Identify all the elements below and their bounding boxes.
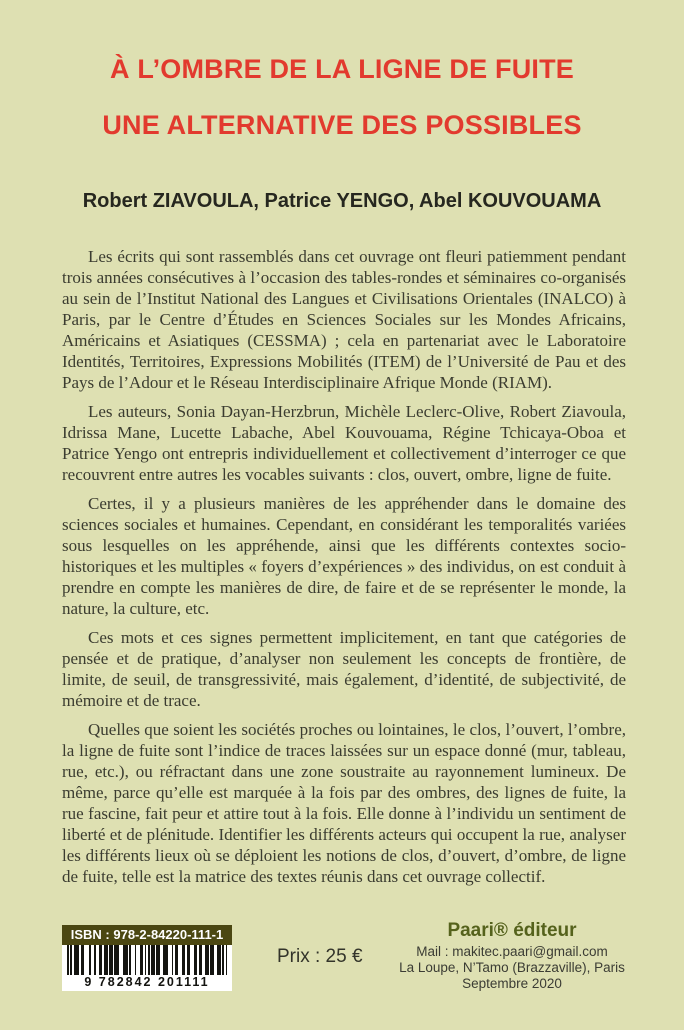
barcode-digits: 9 782842 201111 — [62, 975, 232, 991]
synopsis-paragraph: Certes, il y a plusieurs manières de les appréhender dans le domaine des sciences sociales et humaines. Cependant, en considérant les temporalités variées sous lesquelles on les appréhende, ainsi que les différents contextes socio-historiques et les multiples « foyers d’expériences » des individus, on est conduit à prendre en compte les manières de dire, de faire et de se représenter le monde, la nature, la culture, etc. — [62, 494, 626, 618]
price-label: Prix : 25 € — [277, 946, 363, 967]
publisher-address: La Loupe, N’Tamo (Brazzaville), Paris — [399, 960, 625, 975]
ean13-barcode — [62, 945, 232, 975]
book-authors: Robert ZIAVOULA, Patrice YENGO, Abel KOUVOUAMA — [82, 190, 602, 212]
synopsis-paragraph: Les écrits qui sont rassemblés dans cet ouvrage ont fleuri patiemment pendant trois années consécutives à l’occasion des tables-rondes et séminaires co-organisés au sein de l’Institut National des Langues et Civilisations Orientales (INALCO) à Paris, par le Centre d’Études en Sciences Sociales sur les Mondes Africains, Américains et Asiatiques (CESSMA) ; cela en partenariat avec le Laboratoire Identités, Territoires, Expressions Mobilités (ITEM) de l’Université de Pau et des Pays de l’Adour et le Réseau Interdisciplinaire Afrique Monde (RIAM). — [62, 247, 626, 392]
publisher-name: Paari® éditeur — [447, 920, 577, 941]
synopsis-paragraph: Les auteurs, Sonia Dayan-Herzbrun, Michèle Leclerc-Olive, Robert Ziavoula, Idrissa Mane, Lucette Labache, Abel Kouvouama, Régine Tchicaya-Oboa et Patrice Yengo ont entrepris individuellement et collectivement d’interroger ce que recouvrent entre autres les vocables suivants : clos, ouvert, ombre, ligne de fuite. — [62, 402, 626, 484]
publisher-block — [392, 920, 632, 992]
isbn-barcode-block — [62, 925, 232, 991]
book-title-line2: UNE ALTERNATIVE DES POSSIBLES — [102, 110, 582, 140]
synopsis-text-block — [62, 246, 626, 895]
synopsis-paragraph: Quelles que soient les sociétés proches ou lointaines, le clos, l’ouvert, l’ombre, la ligne de fuite sont l’indice de traces laissées sur un espace donné (mur, tableau, rue, etc.), ou réfractant dans une zone soustraite au rayonnement lumineux. De même, parce qu’elle est marquée à la fois par des ombres, des lignes de fuite, la rue fascine, fait peur et attire tout à la fois. Elle donne à l’individu un sentiment de liberté et de plénitude. Identifier les différents acteurs qui occupent la rue, analyser les différents lieux où se déploient les notions de clos, d’ouvert, d’ombre, de ligne de fuite, telle est la matrice des textes réunis dans cet ouvrage collectif. — [62, 720, 626, 886]
publisher-date: Septembre 2020 — [462, 976, 562, 991]
book-title-line1: À L’OMBRE DE LA LIGNE DE FUITE — [109, 54, 574, 84]
isbn-label: ISBN : 978-2-84220-111-1 — [62, 925, 232, 945]
barcode-module — [226, 945, 228, 975]
publisher-mail: Mail : makitec.paari@gmail.com — [416, 944, 608, 959]
synopsis-paragraph: Ces mots et ces signes permettent implicitement, en tant que catégories de pensée et de pratique, d’analyser non seulement les concepts de frontière, de limite, de seuil, de transgressivité, mais également, d’identité, de subjectivité, de mémoire et de trace. — [62, 628, 626, 710]
